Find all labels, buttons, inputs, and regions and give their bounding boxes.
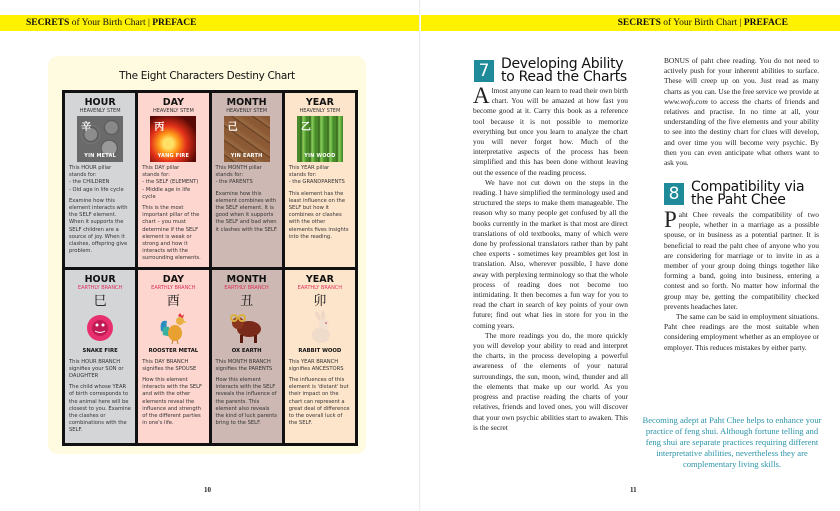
pillar-notes: Examine how this element interacts with the SELF element. When it supports the SELF children are a source of joy. When it clashes, offspring give problem. xyxy=(69,197,128,255)
pillar-title: YEAR xyxy=(305,97,334,108)
animal-element-label: SNAKE FIRE xyxy=(82,347,118,354)
section-number-badge: 8 xyxy=(664,183,684,205)
earth-image xyxy=(224,116,270,162)
header-book-title: of Your Birth Chart xyxy=(660,18,738,28)
fire-image xyxy=(150,116,196,162)
pillar-subtitle: EARTHLY BRANCH xyxy=(77,284,123,291)
chart-title: The Eight Characters Destiny Chart xyxy=(119,70,295,82)
branch-cell-month xyxy=(212,270,282,444)
rooster-icon xyxy=(153,311,193,345)
branch-character: 卯 xyxy=(313,293,327,309)
stem-cell-year xyxy=(285,93,355,267)
pillar-subtitle: HEAVENLY STEM xyxy=(226,108,268,114)
branch-description: This DAY BRANCH signifies the SPOUSE xyxy=(142,358,197,372)
running-header-right xyxy=(618,16,788,30)
animal-element-label: OX EARTH xyxy=(231,347,262,354)
paragraph: The more readings you do, the more quickly you will develop your ability to read and interpret the charts, in the process developing a powerful awareness of the elements of your natural surroundings, the sun, moon, wind, thunder and all the elements that make up our world. As you progress and practise reading the charts of your relatives, friends and loved ones, you will discover that your own psychic abilities start to awaken. This is the secret xyxy=(473,330,628,432)
stem-cell-month xyxy=(212,93,282,267)
pillar-title: HOUR xyxy=(84,97,116,108)
stem-element-label: YANG FIRE xyxy=(157,153,190,159)
branch-character: 酉 xyxy=(166,293,180,309)
stem-character: 乙 xyxy=(300,122,311,133)
branch-description: This YEAR BRANCH signifies ANCESTORS xyxy=(288,358,344,372)
pillar-title: DAY xyxy=(162,97,184,108)
pillar-description: This DAY pillar stands for: - the SELF (ELEMENT) - Middle age in life cycle xyxy=(142,165,199,200)
drop-cap: P xyxy=(664,207,677,232)
pillar-title: YEAR xyxy=(305,273,334,285)
ox-icon xyxy=(227,311,267,345)
pillar-description: This MONTH pillar stands for: - the PARENTS xyxy=(215,165,262,186)
pull-quote: Becoming adept at Paht Chee helps to enhance your practice of feng shui. Although fortune telling and feng shui are separate practices requiring different interpretative abilities, nevertheless they are complementary living skills. xyxy=(642,415,822,469)
forest-image xyxy=(297,116,343,162)
branch-cell-hour xyxy=(65,270,135,444)
drop-cap: A xyxy=(473,83,490,108)
branch-notes: How this element interacts with the SELF reveals the influence of the parents. This element also reveals the kind of luck parents bring to the SELF. xyxy=(215,376,277,427)
section-title: Compatibility via the Paht Chee xyxy=(691,179,805,208)
header-separator: | xyxy=(145,18,153,28)
header-book-title-bold: SECRETS xyxy=(26,18,70,28)
stem-element-label: YIN EARTH xyxy=(230,153,263,159)
pillar-notes: Examine how this element combines with the SELF element. It is good when it supports the SELF and bad when it clashes with the SELF. xyxy=(215,190,278,233)
pillar-notes: This is the most important pillar of the chart – you must determine if the SELF element is weak or strong and how it interacts with the surrounding elements. xyxy=(142,205,201,262)
branch-description: This MONTH BRANCH signifies the PARENTS xyxy=(215,358,273,372)
page-number-left: 10 xyxy=(204,486,211,494)
header-section: PREFACE xyxy=(152,18,197,28)
website-link[interactable]: www.wofs.com xyxy=(664,96,708,106)
stem-character: 丙 xyxy=(154,122,165,133)
paragraph: Almost anyone can learn to read their own birth chart. You will be amazed at how fast you become good at it. Carry this book as a reference tool because it is not possible to memorize everything but once you learn to analyze the chart you will never forget how. Much of the interpretative aspects of the process has been simplified and this has been done without leaving out the essence of the reading process. xyxy=(473,83,628,177)
stem-element-label: YIN METAL xyxy=(84,153,116,159)
destiny-chart-grid xyxy=(62,90,358,446)
branch-cell-day xyxy=(138,270,208,444)
pillar-subtitle: HEAVENLY STEM xyxy=(299,108,341,114)
branch-notes: The child whose YEAR of birth corresponds to the animal here will be closest to you. Examine the clashes or combinations with the SELF. xyxy=(69,384,131,434)
header-section: PREFACE xyxy=(743,18,788,28)
branch-character: 丑 xyxy=(240,293,254,309)
branch-description: This HOUR BRANCH signifies your SON or DAUGHTER xyxy=(69,358,124,379)
paragraph: We have not cut down on the steps in the reading. I have simplified the terminology used and structured the steps to make them manageable. The reason why so many people get confused by all the books currently in the market is that most are direct translations of old textbooks, many of which were done by professional translators rather than by paht chee experts - sometimes key preambles get lost in translation. Also, wherever possible, I have done away with perplexing terminology so that the whole process of reading does not become too intimidating. It then becomes a fun way for you to read the chart in search of key points of your own future; find out what lies in store for you in the coming years. xyxy=(473,177,628,330)
pillar-title: HOUR xyxy=(84,273,116,285)
pillar-title: MONTH xyxy=(226,273,267,285)
rabbit-icon xyxy=(300,311,340,345)
section-title: Developing Ability to Read the Charts xyxy=(501,56,627,85)
section7-body-continued xyxy=(664,56,819,168)
pillar-description: This HOUR pillar stands for: - the CHILDREN - Old age in life cycle xyxy=(69,165,124,193)
pillar-title: DAY xyxy=(162,273,184,285)
pillar-title: MONTH xyxy=(226,97,267,108)
pillar-subtitle: HEAVENLY STEM xyxy=(152,108,194,114)
paragraph: Paht Chee reveals the compatibility of two people, whether in a marriage as a possible spouse, or in business as a potential partner. It is beneficial to read the paht chee of anyone who you are considering for marriage or to invite in as a member of your group doing things together like forming a band, going into business, entering a contest and so forth. No matter how informal the group may be, getting the compatibility checked prevents headaches later. xyxy=(664,207,819,311)
stem-character: 己 xyxy=(227,122,238,133)
stem-character: 辛 xyxy=(81,122,92,133)
section-number-badge: 7 xyxy=(474,60,494,82)
animal-element-label: ROOSTER METAL xyxy=(148,347,199,354)
pillar-subtitle: HEAVENLY STEM xyxy=(79,108,121,114)
pillar-subtitle: EARTHLY BRANCH xyxy=(224,284,269,291)
section7-body xyxy=(473,83,628,433)
branch-character: 巳 xyxy=(93,293,107,309)
header-book-title: of Your Birth Chart xyxy=(69,18,146,28)
header-separator: | xyxy=(737,18,744,28)
stem-cell-hour xyxy=(65,93,135,267)
pillar-subtitle: EARTHLY BRANCH xyxy=(151,284,196,291)
animal-element-label: RABBIT WOOD xyxy=(298,347,342,354)
running-header-left xyxy=(26,16,196,30)
branch-notes: How this element interacts with the SELF and with the other elements reveal the influence and strength of the different parties in one's life. xyxy=(142,376,203,427)
section8-body xyxy=(664,207,819,353)
stem-element-label: YIN WOOD xyxy=(304,153,336,159)
snake-icon xyxy=(80,311,120,345)
coins-image xyxy=(77,116,123,162)
pillar-notes: This element has the least influence on the SELF but how it combines or clashes with the other elements fives insights into the reading. xyxy=(288,190,349,240)
branch-cell-year xyxy=(285,270,355,444)
paragraph: BONUS of paht chee reading. You do not need to actively push for your inherent abilities to surface. These will creep up on you. Just read as many charts as you can. Use the free service we provide at www.wofs.com to access the charts of friends and relatives and practise. In no time at all, your understanding of the five elements and your ability to see into the destiny chart for clues will develop, and over time you will become very psychic. By then you can even anticipate what others want to ask you. xyxy=(664,56,819,168)
book-spine xyxy=(419,0,421,511)
page-number-right: 11 xyxy=(630,486,637,494)
pillar-subtitle: EARTHLY BRANCH xyxy=(297,284,343,291)
stem-cell-day xyxy=(138,93,208,267)
branch-notes: The influences of this element is 'distant' but their impact on the chart can represent a great deal of difference to the overall luck of the SELF. xyxy=(288,376,350,427)
paragraph: The same can be said in employment situations. Paht chee readings are the most suitable when considering employment whether as an employee or employer. This reduces mistakes by either party. xyxy=(664,312,819,352)
header-book-title-bold: SECRETS xyxy=(617,18,661,28)
pillar-description: This YEAR pillar stands for: - the GRANDPARENTS xyxy=(288,165,345,186)
